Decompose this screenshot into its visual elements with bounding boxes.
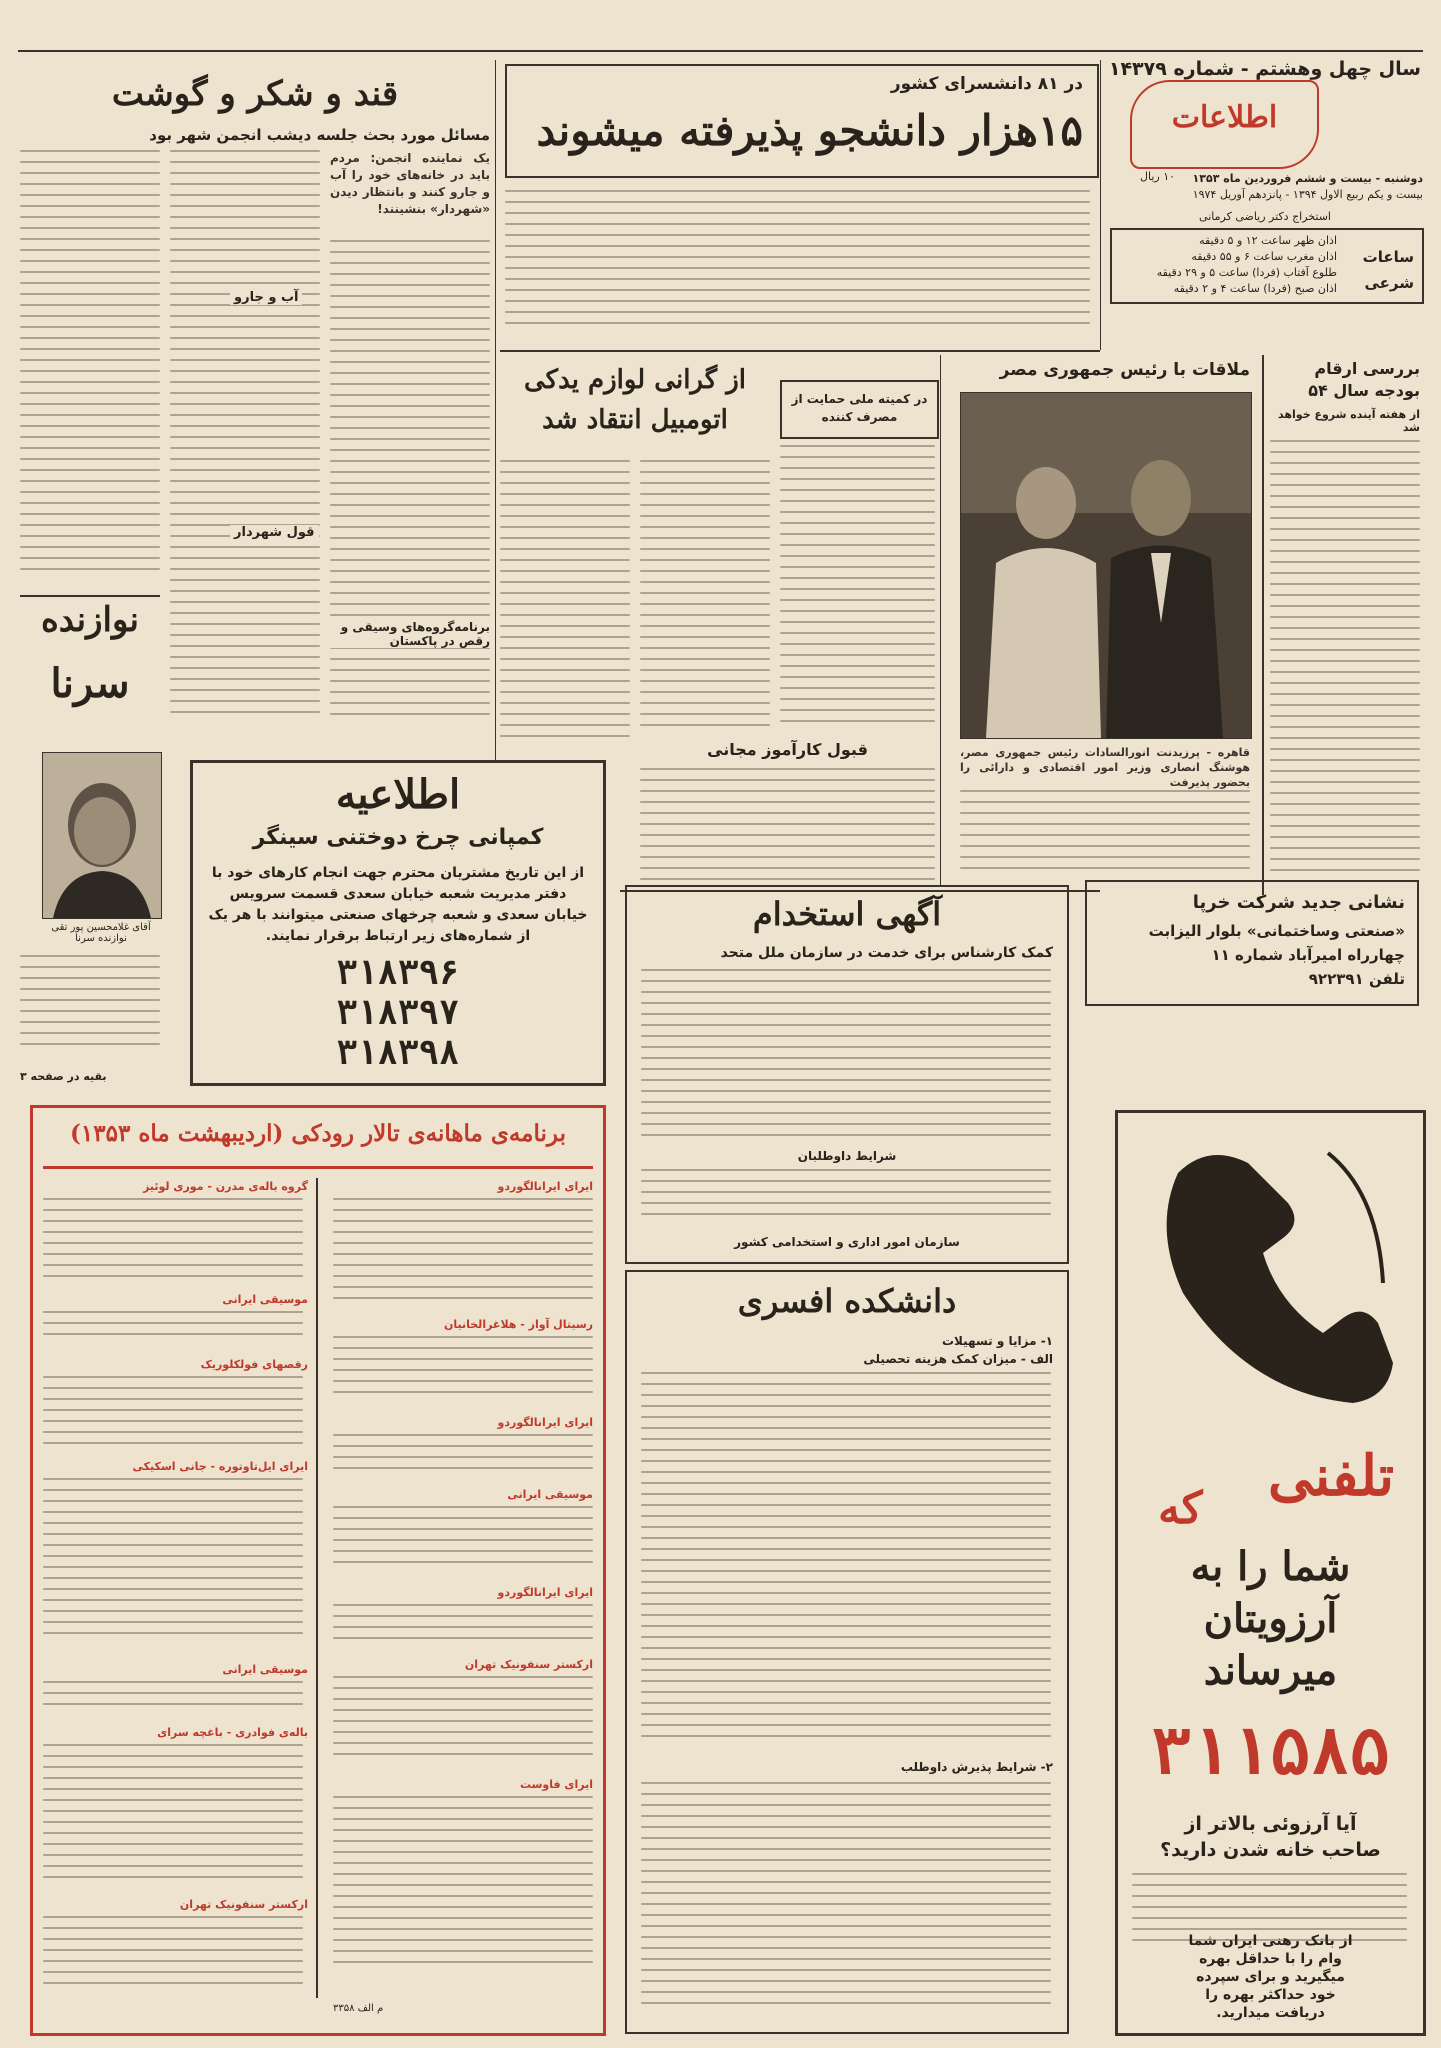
- bank-ad-line1: تلفنی: [1268, 1443, 1395, 1509]
- bank-ad-box: [1115, 1110, 1426, 2036]
- rudaki-right-text: [333, 1604, 593, 1654]
- musician-label: نوازنده: [40, 600, 139, 640]
- newspaper-logo: [1130, 80, 1319, 169]
- bank-ad-tag3: میگیرید و برای سپرده: [1196, 1969, 1345, 1985]
- kharpa-line3: تلفن ۹۲۲۳۹۱: [1308, 970, 1405, 988]
- kharpa-line2: چهارراه امیرآباد شماره ۱۱: [1211, 946, 1405, 964]
- notice-company: کمپانی چرخ دوختنی سینگر: [252, 825, 544, 850]
- rudaki-right-text: [333, 1434, 593, 1484]
- rudaki-left-text: [43, 1311, 303, 1351]
- egypt-caption: قاهره - پرزیدنت انورالسادات رئیس جمهوری مصر، هوشنگ انصاری وزیر امور اقتصادی و دارائی را بحضور پذیرفت: [960, 746, 1250, 789]
- rudaki-title: برنامه‌ی ماهانه‌ی تالار رودکی (اردیبهشت ماه ۱۳۵۳): [70, 1120, 566, 1147]
- rudaki-right-section: ایرای ایرانالگوردو: [497, 1586, 593, 1599]
- rudaki-left-section: موسیقی ایرانی: [222, 1293, 308, 1306]
- date-line-1: دوشنبه - بیست و ششم فروردین ماه ۱۳۵۳: [1192, 172, 1423, 185]
- jobs-conditions: شرایط داوطلبان: [797, 1149, 897, 1163]
- rudaki-left-section: گروه باله‌ی مدرن - موری لوئیز: [143, 1180, 308, 1193]
- academy-item2: الف - میزان کمک هزینه تحصیلی: [863, 1352, 1053, 1366]
- rudaki-left-section: ارکستر سنفونیک تهران: [179, 1898, 308, 1911]
- jobs-body-text: [641, 969, 1051, 1149]
- prayer-row: اذان صبح (فردا) ساعت ۴ و ۲ دقیقه: [1173, 282, 1337, 295]
- rudaki-left-section: موسیقی ایرانی: [222, 1663, 308, 1676]
- lead-body-text: [505, 190, 1090, 340]
- bank-ad-line5: میرساند: [1203, 1647, 1338, 1694]
- musician-body-text: [20, 955, 160, 1065]
- budget-body-text: [1270, 440, 1420, 890]
- academy-box: [625, 1270, 1069, 2034]
- rudaki-right-section: ایرای ایرانالگوردو: [497, 1180, 593, 1193]
- lead-headline: ۱۵هزار دانشجو پذیرفته میشوند: [536, 106, 1083, 155]
- price: ۱۰ ریال: [1140, 170, 1176, 183]
- rudaki-left-text: [43, 1198, 303, 1288]
- rudaki-right-section: رسیتال آواز - هلاغرالخانیان: [443, 1318, 593, 1331]
- bank-ad-tag1: از بانک رهنی ایران شما: [1188, 1933, 1353, 1949]
- notice-phone-2: ۳۱۸۳۹۷: [336, 993, 460, 1033]
- budget-headline: بررسی ارقام بودجه سال ۵۴: [1308, 359, 1420, 400]
- lead-headline-box: [505, 64, 1099, 178]
- bank-ad-line3: شما را به: [1190, 1543, 1351, 1590]
- sugar-headline: قند و شکر و گوشت: [111, 74, 399, 114]
- musician-caption: آقای غلامحسین پور تقی نوازنده سرنا: [51, 922, 151, 944]
- bank-ad-line2: که: [1158, 1483, 1203, 1534]
- sugar-body-col-1: [20, 150, 160, 590]
- prices-box-title-text: در کمیته ملی حمایت از مصرف کننده: [791, 392, 928, 424]
- budget-subhead: از هفته آینده شروع خواهد شد: [1278, 408, 1420, 434]
- jobs-org: سازمان امور اداری و استخدامی کشور: [734, 1235, 960, 1249]
- prayer-row: اذان مغرب ساعت ۶ و ۵۵ دقیقه: [1191, 250, 1337, 263]
- prayer-times-label: ساعات شرعی: [1362, 248, 1414, 292]
- issue-line: سال چهل وهشتم - شماره ۱۴۳۷۹: [1108, 58, 1421, 80]
- rudaki-footer-code: م الف ۳۳۵۸: [333, 2003, 384, 2014]
- logo-text: اطلاعات: [1171, 100, 1278, 135]
- rudaki-left-text: [43, 1681, 303, 1721]
- training-headline: قبول کارآموز مجانی: [707, 740, 868, 759]
- rudaki-right-text: [333, 1198, 593, 1313]
- academy-item3: ۲- شرایط پذیرش داوطلب: [900, 1760, 1053, 1774]
- notice-phone-1: ۳۱۸۳۹۶: [336, 953, 460, 993]
- rudaki-right-section: موسیقی ایرانی: [507, 1488, 593, 1501]
- singer-notice-box: [190, 760, 606, 1086]
- sugar-subhead: مسائل مورد بحث جلسه دیشب انجمن شهر بود: [149, 126, 490, 144]
- rudaki-left-text: [43, 1376, 303, 1456]
- prices-headline: از گرانی لوازم یدکی اتومبیل انتقاد شد: [524, 365, 746, 435]
- jobs-title: آگهی استخدام: [752, 895, 942, 933]
- prices-body-col-1: [780, 445, 935, 735]
- musician-continued: بقیه در صفحه ۳: [20, 1070, 107, 1083]
- rudaki-left-text: [43, 1744, 303, 1894]
- rudaki-right-text: [333, 1336, 593, 1411]
- kharpa-title: نشانی جدید شرکت خرپا: [1192, 892, 1405, 913]
- date-line-2: بیست و یکم ربیع الاول ۱۳۹۴ - پانزدهم آوریل ۱۹۷۴: [1192, 188, 1423, 201]
- academy-title: دانشکده افسری: [737, 1282, 957, 1320]
- bank-ad-number: ۳۱۱۵۸۵: [1151, 1713, 1390, 1790]
- rudaki-right-section: ایرای فاوست: [519, 1778, 593, 1791]
- jobs-subtitle: کمک کارشناس برای خدمت در سازمان ملل متحد: [720, 945, 1053, 961]
- telephone-icon: [1138, 1133, 1398, 1413]
- rudaki-right-text: [333, 1676, 593, 1771]
- bank-ad-tag5: دریافت میدارید.: [1216, 2005, 1325, 2021]
- rudaki-left-text: [43, 1916, 303, 1996]
- jobs-conditions-text: [641, 1169, 1051, 1229]
- egypt-headline: ملاقات با رئیس جمهوری مصر: [999, 360, 1250, 380]
- rudaki-box: [30, 1105, 606, 2036]
- lead-kicker: در ۸۱ دانشسرای کشور: [890, 74, 1083, 94]
- prices-body-col-2: [640, 460, 770, 735]
- rudaki-right-section: ارکستر سنفونیک تهران: [464, 1658, 593, 1671]
- prayer-source: استخراج دکتر ریاضی کرمانی: [1199, 210, 1331, 223]
- sugar-body-col-2: [170, 150, 320, 740]
- notice-title: اطلاعیه: [335, 771, 461, 818]
- rudaki-right-text: [333, 1796, 593, 1986]
- bank-ad-q2: صاحب خانه شدن دارید؟: [1160, 1839, 1381, 1861]
- bank-ad-tag2: وام را با حداقل بهره: [1199, 1951, 1342, 1967]
- prices-box-title: [780, 380, 939, 439]
- academy-body-1: [641, 1372, 1051, 1752]
- notice-phone-3: ۳۱۸۳۹۸: [336, 1033, 460, 1073]
- kharpa-box: [1085, 880, 1419, 1006]
- bank-ad-line4: آرزویتان: [1203, 1595, 1338, 1642]
- prayer-times-box: [1110, 228, 1424, 304]
- sugar-sub2: قول شهردار: [230, 525, 319, 540]
- musician-photo: [42, 752, 162, 919]
- sugar-body-col-3: [330, 240, 490, 740]
- bank-ad-q1: آیا آرزوئی بالاتر از: [1184, 1813, 1357, 1835]
- notice-body: از این تاریخ مشتریان محترم جهت انجام کارهای خود با دفتر مدیریت شعبه خیابان سعدی قسمت سرویس خیابان سعدی و شعبه چرخهای صنعتی میتوانند با هر یک از شماره‌های زیر ارتباط برقرار نمایند.: [208, 865, 588, 944]
- egypt-body-text: [960, 790, 1250, 885]
- rudaki-right-text: [333, 1506, 593, 1581]
- sugar-quote-head: یک نماینده انجمن: مردم باید در خانه‌های خود را آب و جارو کنند و بانتظار دیدن «شهردار» بنشینند!: [330, 151, 490, 216]
- egypt-photo: [960, 392, 1252, 739]
- prayer-row: اذان ظهر ساعت ۱۲ و ۵ دقیقه: [1199, 234, 1337, 247]
- training-body-text: [640, 768, 935, 888]
- rudaki-left-section: باله‌ی فوادری - باغچه سرای: [157, 1726, 308, 1739]
- sugar-sub3: آب و جارو: [230, 290, 302, 305]
- prayer-row: طلوع آفتاب (فردا) ساعت ۵ و ۲۹ دقیقه: [1156, 266, 1337, 279]
- musician-name: سرنا: [50, 660, 130, 707]
- rudaki-left-section: ایرای ایل‌تاوتوره - جانی اسکیکی: [132, 1460, 308, 1473]
- academy-item1: ۱- مزایا و تسهیلات: [941, 1334, 1053, 1348]
- bank-ad-tag4: خود حداکثر بهره را: [1205, 1987, 1336, 2003]
- rudaki-left-text: [43, 1478, 303, 1658]
- jobs-box: [625, 885, 1069, 1264]
- academy-body-2: [641, 1782, 1051, 2022]
- rudaki-left-section: رقصهای فولکلوریک: [200, 1358, 308, 1371]
- rudaki-right-section: ایرای ایرانالگوردو: [497, 1416, 593, 1429]
- kharpa-line1: «صنعتی وساختمانی» بلوار الیزابت: [1148, 922, 1405, 940]
- sugar-sub4: برنامه‌گروه‌های وسیقی و رقص در پاکستان: [330, 620, 490, 648]
- prices-body-col-3: [500, 460, 630, 750]
